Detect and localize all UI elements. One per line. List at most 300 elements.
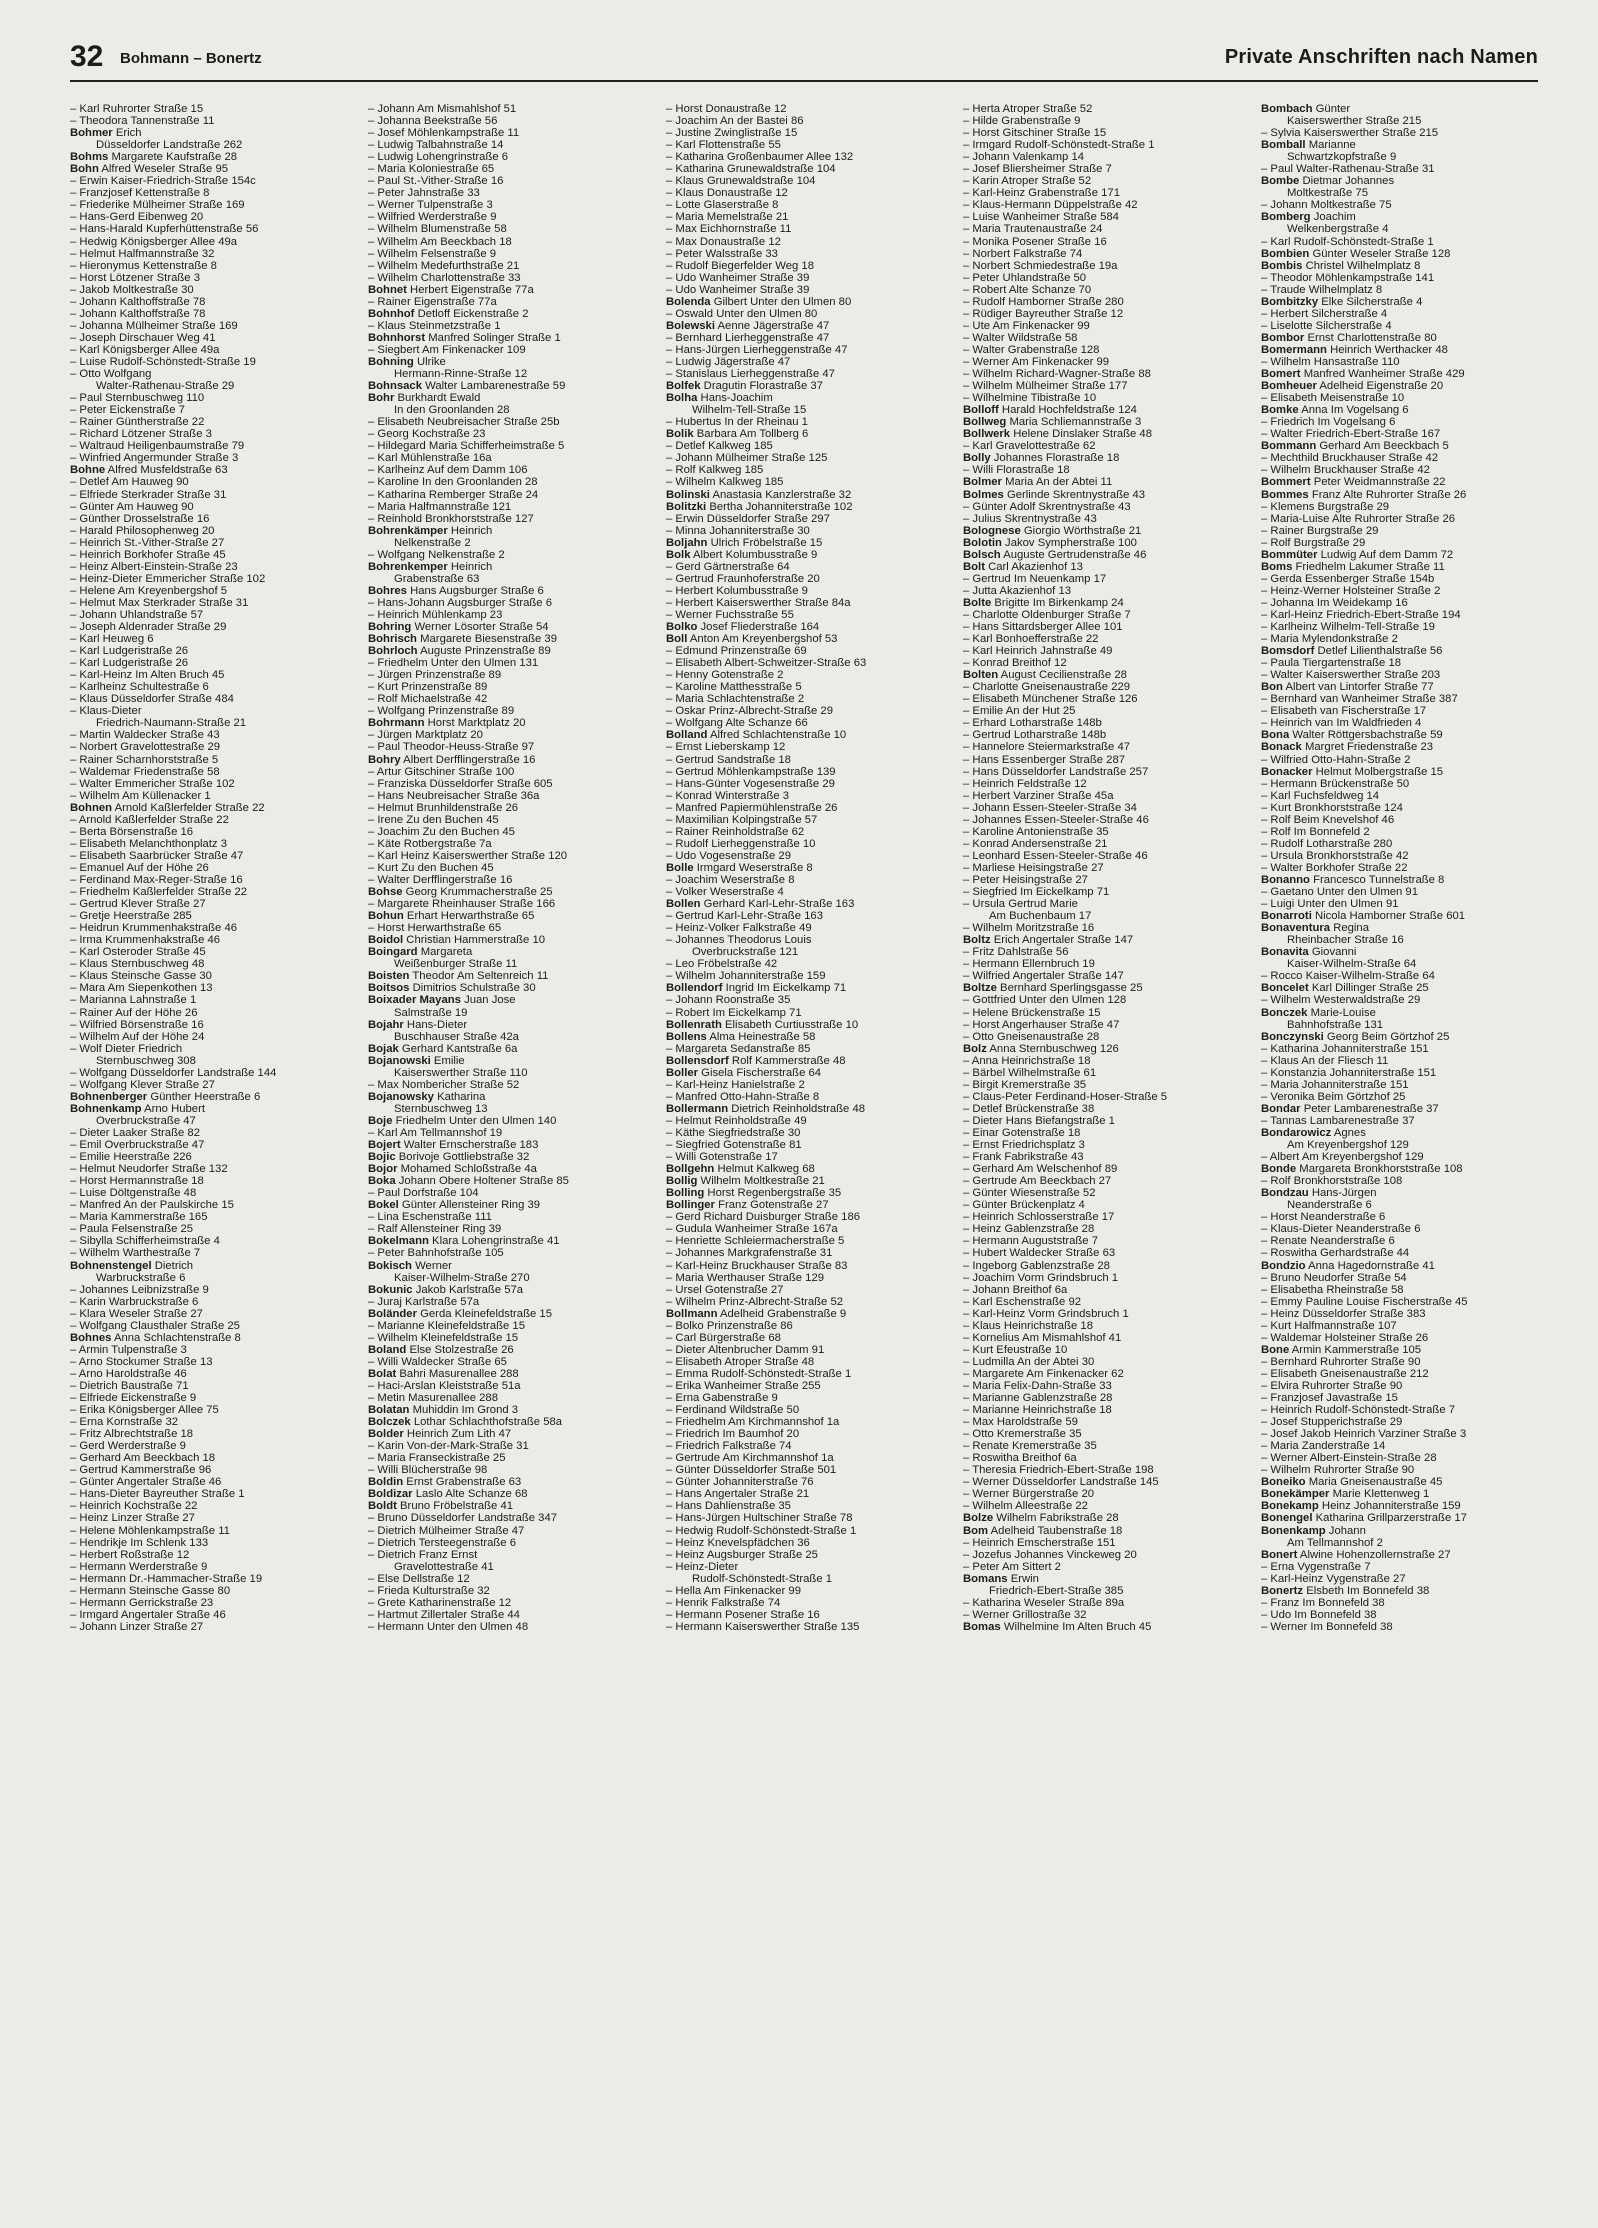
directory-entry [666, 1428, 958, 1440]
directory-entry [1261, 1597, 1541, 1609]
directory-entry [70, 1416, 362, 1428]
directory-entry-head [1261, 139, 1541, 151]
directory-entry [1261, 284, 1541, 296]
entry-text: – Martin Waldecker Straße 43 [70, 729, 220, 742]
directory-entry [666, 163, 958, 175]
entry-text: – Walter Emmericher Straße 102 [70, 777, 235, 790]
entry-text: – Gerda Essenberger Straße 154b [1261, 572, 1435, 585]
directory-entry [70, 814, 362, 826]
entry-text: – Friedrich Im Baumhof 20 [666, 1428, 800, 1441]
directory-entry [963, 464, 1255, 476]
directory-entry [368, 476, 660, 488]
entry-text: Josef Fliederstraße 164 [700, 621, 820, 634]
entry-text: – Juraj Karlstraße 57a [368, 1295, 480, 1308]
directory-entry [368, 513, 660, 525]
directory-entry [1261, 705, 1541, 717]
entry-text: – Roswitha Gerhardstraße 44 [1261, 1247, 1410, 1260]
surname: Bojic [368, 1151, 396, 1164]
surname: Bolten [963, 669, 999, 682]
directory-entry [70, 681, 362, 693]
directory-entry [70, 115, 362, 127]
entry-text: – Hella Am Finkenacker 99 [666, 1584, 801, 1597]
entry-text: Warbruckstraße 6 [96, 1271, 186, 1284]
entry-text: – Karlheinz Auf dem Damm 106 [368, 464, 528, 477]
entry-text: – Hermann Brückenstraße 50 [1261, 777, 1410, 790]
directory-entry [666, 115, 958, 127]
entry-text: Gerhard Am Beeckbach 5 [1319, 440, 1449, 453]
directory-entry [963, 356, 1255, 368]
entry-text: – Herbert Kolumbusstraße 9 [666, 584, 808, 597]
directory-entry [666, 886, 958, 898]
directory-entry [666, 1260, 958, 1272]
directory-entry [666, 1296, 958, 1308]
directory-entry [368, 874, 660, 886]
entry-text: Armin Kammerstraße 105 [1291, 1343, 1422, 1356]
directory-entry [963, 1007, 1255, 1019]
entry-text: – Rolf Kalkweg 185 [666, 464, 764, 477]
directory-entry [963, 573, 1255, 585]
directory-entry-head [368, 946, 660, 958]
entry-text: – Katharina Grunewaldstraße 104 [666, 163, 836, 176]
directory-entry-head [666, 633, 958, 645]
directory-entry [666, 223, 958, 235]
entry-text: Heinrich [450, 560, 493, 573]
surname: Boller [666, 1066, 699, 1079]
directory-entry-head [963, 1621, 1255, 1633]
directory-entry [368, 862, 660, 874]
directory-entry [666, 1320, 958, 1332]
entry-text: – Paul Dorfstraße 104 [368, 1187, 479, 1200]
entry-text: – Gertrud Lotharstraße 148b [963, 729, 1107, 742]
entry-text: – Wilhelm Alleestraße 22 [963, 1500, 1088, 1513]
directory-entry [368, 368, 660, 380]
directory-entry-head [666, 729, 958, 741]
directory-entry-head [666, 380, 958, 392]
entry-text: Margarete Biesenstraße 39 [420, 633, 557, 646]
entry-text: – Hans-Jürgen Hultschiner Straße 78 [666, 1512, 853, 1525]
entry-text: – Claus-Peter Ferdinand-Hoser-Straße 5 [963, 1090, 1168, 1103]
entry-text: – Jakob Moltkestraße 30 [70, 283, 194, 296]
directory-entry [368, 1452, 660, 1464]
entry-text: – Armin Tulpenstraße 3 [70, 1343, 187, 1356]
entry-text: – Ludwig Talbahnstraße 14 [368, 139, 504, 152]
directory-entry [70, 693, 362, 705]
directory-entry [70, 525, 362, 537]
entry-text: – Edmund Prinzenstraße 69 [666, 645, 807, 658]
entry-text: – Hans Essenberger Straße 287 [963, 753, 1126, 766]
directory-entry [666, 1380, 958, 1392]
surname: Bohse [368, 886, 403, 899]
entry-text: Mohamed Schloßstraße 4a [400, 1163, 537, 1176]
directory-entry [70, 1163, 362, 1175]
directory-entry [1261, 1356, 1541, 1368]
entry-text: – Rudolf Hamborner Straße 280 [963, 295, 1124, 308]
directory-entry [1261, 1019, 1541, 1031]
entry-text: – Carl Bürgerstraße 68 [666, 1331, 781, 1344]
entry-text: – Klaus Düsseldorfer Straße 484 [70, 693, 234, 706]
directory-entry [963, 1392, 1255, 1404]
directory-entry-head [368, 1308, 660, 1320]
entry-text: – Peter Heisingstraße 27 [963, 874, 1088, 886]
directory-entry [70, 754, 362, 766]
entry-text: Peter Weidmannstraße 22 [1313, 476, 1446, 489]
entry-text: – Friedrich Falkstraße 74 [666, 1440, 792, 1453]
entry-text: – Else Dellstraße 12 [368, 1572, 470, 1585]
entry-text: – Wilfried Werderstraße 9 [368, 211, 497, 224]
directory-entry-head [666, 320, 958, 332]
directory-entry-head [1261, 103, 1541, 115]
entry-text: – Klaus Steinmetzstraße 1 [368, 319, 501, 332]
entry-text: – Katharina Johanniterstraße 151 [1261, 1042, 1429, 1055]
directory-entry [368, 1549, 660, 1561]
directory-entry [368, 344, 660, 356]
surname: Bohmer [70, 127, 113, 140]
entry-text: Anna Sternbuschweg 126 [989, 1042, 1119, 1055]
directory-entry [666, 1549, 958, 1561]
entry-text: – Einar Gotenstraße 18 [963, 1126, 1081, 1139]
entry-text: Maria An der Abtei 11 [1005, 476, 1113, 489]
entry-text: – Karl Ludgeristraße 26 [70, 645, 189, 658]
entry-text: – Horst Donaustraße 12 [666, 103, 787, 115]
directory-entry [70, 838, 362, 850]
entry-text: – Manfred An der Paulskirche 15 [70, 1199, 234, 1212]
directory-entry [1261, 115, 1541, 127]
surname: Bombe [1261, 175, 1300, 188]
directory-entry [963, 344, 1255, 356]
entry-text: – Klaus Donaustraße 12 [666, 187, 788, 200]
entry-text: – Paula Felsenstraße 25 [70, 1223, 194, 1236]
entry-text: – Ralf Allensteiner Ring 39 [368, 1223, 502, 1236]
directory-entry [368, 1609, 660, 1621]
directory-entry [1261, 187, 1541, 199]
surname: Boldizar [368, 1488, 413, 1501]
directory-entry [368, 139, 660, 151]
entry-text: – Peter Jahnstraße 33 [368, 187, 480, 200]
entry-text: – Kurt Halfmannstraße 107 [1261, 1319, 1397, 1332]
directory-entry [70, 778, 362, 790]
entry-text: – Waltraud Heiligenbaumstraße 79 [70, 440, 245, 453]
directory-entry-head [963, 1525, 1255, 1537]
directory-entry [666, 1512, 958, 1524]
directory-entry [70, 549, 362, 561]
directory-entry [1261, 1308, 1541, 1320]
directory-entry [666, 946, 958, 958]
directory-entry [666, 1211, 958, 1223]
entry-text: – Norbert Schmiedestraße 19a [963, 259, 1118, 272]
entry-text: – Irma Krummenhakstraße 46 [70, 934, 221, 947]
entry-text: Theodor Am Seltenreich 11 [412, 970, 549, 983]
entry-text: – Erika Königsberger Allee 75 [70, 1404, 219, 1417]
directory-entry [1261, 1211, 1541, 1223]
entry-text: – Emilie Heerstraße 226 [70, 1151, 192, 1164]
surname: Bolling [666, 1187, 705, 1200]
entry-text: Johann [1328, 1524, 1366, 1537]
directory-entry [70, 1344, 362, 1356]
entry-text: – Karl Ruhrorter Straße 15 [70, 103, 204, 115]
entry-text: – Herbert Varziner Straße 45a [963, 789, 1114, 802]
directory-entry [1261, 1115, 1541, 1127]
surname: Bokisch [368, 1259, 412, 1272]
directory-entry-head [368, 308, 660, 320]
directory-entry-head [1261, 332, 1541, 344]
directory-entry [1261, 1392, 1541, 1404]
directory-entry [70, 139, 362, 151]
entry-text: Dimitrios Schulstraße 30 [412, 982, 536, 995]
surname: Bojert [368, 1139, 401, 1152]
surname: Bomheuer [1261, 380, 1317, 393]
surname: Bolle [666, 861, 694, 874]
entry-text: Bernhard Sperlingsgasse 25 [1000, 982, 1143, 995]
directory-entry [70, 476, 362, 488]
entry-text: Johann Obere Holtener Straße 85 [398, 1175, 569, 1188]
surname: Boixader Mayans [368, 994, 461, 1007]
entry-text: – Bernhard Lierheggenstraße 47 [666, 331, 830, 344]
entry-text: – Peter Uhlandstraße 50 [963, 271, 1087, 284]
entry-text: – Joseph Aldenrader Straße 29 [70, 621, 227, 634]
directory-entry [1261, 1272, 1541, 1284]
entry-text: – Paul Theodor-Heuss-Straße 97 [368, 741, 535, 754]
entry-text: – Roswitha Breithof 6a [963, 1452, 1077, 1465]
directory-entry-head [1261, 946, 1541, 958]
entry-text: – Maria Felix-Dahn-Straße 33 [963, 1379, 1112, 1392]
surname: Bombitzky [1261, 295, 1319, 308]
entry-text: – Manfred Papiermühlenstraße 26 [666, 801, 838, 814]
directory-entry [70, 380, 362, 392]
surname: Bomas [963, 1620, 1001, 1633]
directory-entry [70, 236, 362, 248]
entry-text: – Emil Overbruckstraße 47 [70, 1139, 205, 1152]
directory-entry [70, 994, 362, 1006]
entry-text: – Hans-Johann Augsburger Straße 6 [368, 596, 552, 609]
entry-text: – Horst Hermannstraße 18 [70, 1175, 204, 1188]
entry-text: Gerhard Karl-Lehr-Straße 163 [703, 898, 855, 911]
entry-text: – Willi Florastraße 18 [963, 464, 1070, 477]
directory-entry [368, 681, 660, 693]
surname: Bohres [368, 584, 407, 597]
directory-entry [666, 368, 958, 380]
entry-text: – Rolf Michaelstraße 42 [368, 693, 488, 706]
entry-text: – Gudula Wanheimer Straße 167a [666, 1223, 838, 1236]
surname: Bojahr [368, 1018, 404, 1031]
directory-entry [368, 1272, 660, 1284]
directory-entry [70, 1549, 362, 1561]
directory-entry [70, 248, 362, 260]
entry-text: – Elisabetha Rheinstraße 58 [1261, 1283, 1404, 1296]
directory-entry-head [1261, 982, 1541, 994]
surname: Bombor [1261, 331, 1305, 344]
surname: Bohring [368, 621, 412, 634]
directory-entry-head [368, 1043, 660, 1055]
entry-text: – Heinz-Dieter Emmericher Straße 102 [70, 572, 266, 585]
directory-entry-head [1261, 1007, 1541, 1019]
entry-text: – Werner Tulpenstraße 3 [368, 199, 493, 212]
directory-entry [70, 223, 362, 235]
directory-entry [368, 296, 660, 308]
entry-text: – Dietrich Tersteegenstraße 6 [368, 1536, 516, 1549]
directory-entry [368, 211, 660, 223]
surname: Bohrenkemper [368, 560, 448, 573]
directory-entry-head [963, 525, 1255, 537]
surname: Bohne [70, 464, 106, 477]
directory-entry [70, 513, 362, 525]
directory-entry-head [1261, 1127, 1541, 1139]
entry-text: Wilhelmine Im Alten Bruch 45 [1003, 1620, 1152, 1633]
entry-text: Walter Röttgersbachstraße 59 [1292, 729, 1443, 742]
entry-text: Margret Friedenstraße 23 [1304, 741, 1434, 754]
entry-text: Francesco Tunnelstraße 8 [1313, 874, 1445, 886]
entry-text: Walter-Rathenau-Straße 29 [96, 380, 235, 393]
directory-entry [70, 910, 362, 922]
entry-text: Elsbeth Im Bonnefeld 38 [1306, 1584, 1430, 1597]
entry-text: – Max Eichhornstraße 11 [666, 223, 792, 236]
directory-entry [963, 705, 1255, 717]
entry-text: Gerlinde Skrentnystraße 43 [1006, 488, 1146, 501]
directory-entry [963, 368, 1255, 380]
entry-text: – Konstanzia Johanniterstraße 151 [1261, 1066, 1437, 1079]
directory-entry [368, 175, 660, 187]
directory-entry-head [70, 1091, 362, 1103]
entry-text: – Karl Flottenstraße 55 [666, 139, 781, 152]
directory-entry [368, 693, 660, 705]
entry-text: Detloff Eickenstraße 2 [417, 307, 529, 320]
directory-entry [70, 1067, 362, 1079]
directory-entry-head [963, 549, 1255, 561]
directory-entry [666, 778, 958, 790]
entry-text: – Erika Wanheimer Straße 255 [666, 1379, 821, 1392]
directory-entry [1261, 1416, 1541, 1428]
directory-entry [963, 440, 1255, 452]
directory-entry [963, 115, 1255, 127]
directory-entry-head [368, 1055, 660, 1067]
directory-entry-head [368, 1199, 660, 1211]
directory-entry [1261, 1609, 1541, 1621]
directory-entry [368, 1211, 660, 1223]
directory-entry [70, 1320, 362, 1332]
directory-entry [70, 1247, 362, 1259]
directory-entry [963, 248, 1255, 260]
entry-text: – Kornelius Am Mismahlshof 41 [963, 1331, 1122, 1344]
entry-text: – Karl Ludgeristraße 26 [70, 657, 189, 670]
directory-entry [368, 1127, 660, 1139]
directory-entry [368, 1392, 660, 1404]
entry-text: – Rolf Beim Knevelshof 46 [1261, 813, 1395, 826]
directory-entry [1261, 1428, 1541, 1440]
entry-text: – Franziska Düsseldorfer Straße 605 [368, 777, 553, 790]
directory-entry [666, 838, 958, 850]
directory-entry [963, 910, 1255, 922]
entry-text: – Traude Wilhelmplatz 8 [1261, 283, 1383, 296]
entry-text: – Hans Düsseldorfer Landstraße 257 [963, 765, 1149, 778]
surname: Boldt [368, 1500, 397, 1513]
entry-text: – Robert Alte Schanze 70 [963, 283, 1092, 296]
directory-entry [1261, 802, 1541, 814]
entry-text: Elisabeth Curtiusstraße 10 [725, 1018, 859, 1031]
directory-entry-head [368, 1284, 660, 1296]
surname: Bohnhof [368, 307, 415, 320]
directory-entry-head [963, 416, 1255, 428]
entry-text: Friedrich-Naumann-Straße 21 [96, 717, 247, 730]
directory-entry [666, 1368, 958, 1380]
entry-text: Maria Schliemannstraße 3 [1009, 416, 1142, 429]
entry-text: Günter [1315, 103, 1351, 115]
directory-entry-head [666, 982, 958, 994]
directory-entry-head [1261, 874, 1541, 886]
entry-text: – Hartmut Zillertaler Straße 44 [368, 1608, 520, 1621]
directory-entry [666, 1440, 958, 1452]
entry-text: – Liselotte Silcherstraße 4 [1261, 319, 1392, 332]
entry-text: – Johann Roonstraße 35 [666, 994, 791, 1007]
entry-text: – Heinz Düsseldorfer Straße 383 [1261, 1307, 1426, 1320]
entry-text: Bahnhofstraße 131 [1287, 1018, 1384, 1031]
directory-entry [1261, 597, 1541, 609]
entry-text: Weißenburger Straße 11 [394, 958, 518, 971]
directory-entry-head [1261, 1476, 1541, 1488]
entry-text: – Gretje Heerstraße 285 [70, 910, 192, 923]
directory-entry [368, 127, 660, 139]
directory-entry [368, 537, 660, 549]
directory-entry [666, 103, 958, 115]
entry-text: – Hermann Steinsche Gasse 80 [70, 1584, 231, 1597]
directory-entry-head [1261, 248, 1541, 260]
directory-entry-head [368, 982, 660, 994]
entry-text: Agnes [1333, 1126, 1366, 1139]
directory-entry [70, 489, 362, 501]
directory-entry [1261, 1067, 1541, 1079]
entry-text: – Hermann Dr.-Hammacher-Straße 19 [70, 1572, 263, 1585]
entry-text: – Heinz Gablenzstraße 28 [963, 1223, 1095, 1236]
entry-text: Muhiddin Im Grond 3 [412, 1404, 519, 1417]
surname: Bonengel [1261, 1512, 1313, 1525]
directory-entry [963, 1609, 1255, 1621]
entry-text: Sternbuschweg 308 [96, 1054, 196, 1067]
entry-text: – Wolfgang Nelkenstraße 2 [368, 548, 505, 561]
entry-text: – Walter Friedrich-Ebert-Straße 167 [1261, 428, 1441, 441]
directory-entry-head [368, 1260, 660, 1272]
directory-entry-head [666, 1199, 958, 1211]
directory-entry [666, 717, 958, 729]
entry-text: – Helene Am Kreyenbergshof 5 [70, 584, 227, 597]
entry-text: Erich Angertaler Straße 147 [993, 934, 1134, 947]
directory-entry [666, 1284, 958, 1296]
directory-entry [666, 211, 958, 223]
entry-text: – Günter Düsseldorfer Straße 501 [666, 1464, 837, 1477]
entry-text: – Ludwig Jägerstraße 47 [666, 355, 791, 368]
entry-text: – Rüdiger Bayreuther Straße 12 [963, 307, 1124, 320]
entry-text: – Gertrud Sandstraße 18 [666, 753, 791, 766]
directory-entry [70, 404, 362, 416]
entry-text: – Heinz-Dieter [666, 1560, 739, 1573]
entry-text: – Hermann Posener Straße 16 [666, 1608, 820, 1621]
entry-text: – Bruno Neudorfer Straße 54 [1261, 1271, 1407, 1284]
entry-text: Helene Dinslaker Straße 48 [1013, 428, 1153, 441]
entry-text: – Hans-Dieter Bayreuther Straße 1 [70, 1488, 245, 1501]
entry-text: Bruno Fröbelstraße 41 [400, 1500, 514, 1513]
directory-entry [70, 645, 362, 657]
entry-text: Gisela Fischerstraße 64 [701, 1066, 822, 1079]
directory-entry [368, 260, 660, 272]
entry-text: – Lotte Glaserstraße 8 [666, 199, 779, 212]
entry-text: Heinrich Zum Lith 47 [406, 1428, 512, 1441]
directory-entry-head [70, 1260, 362, 1272]
entry-text: – Karl Am Tellmannshof 19 [368, 1126, 503, 1139]
entry-text: – Herbert Roßstraße 12 [70, 1548, 190, 1561]
surname: Bolland [666, 729, 708, 742]
surname: Bonertz [1261, 1584, 1304, 1597]
directory-entry [666, 139, 958, 151]
directory-entry [368, 778, 660, 790]
directory-entry [1261, 1199, 1541, 1211]
directory-entry [963, 260, 1255, 272]
